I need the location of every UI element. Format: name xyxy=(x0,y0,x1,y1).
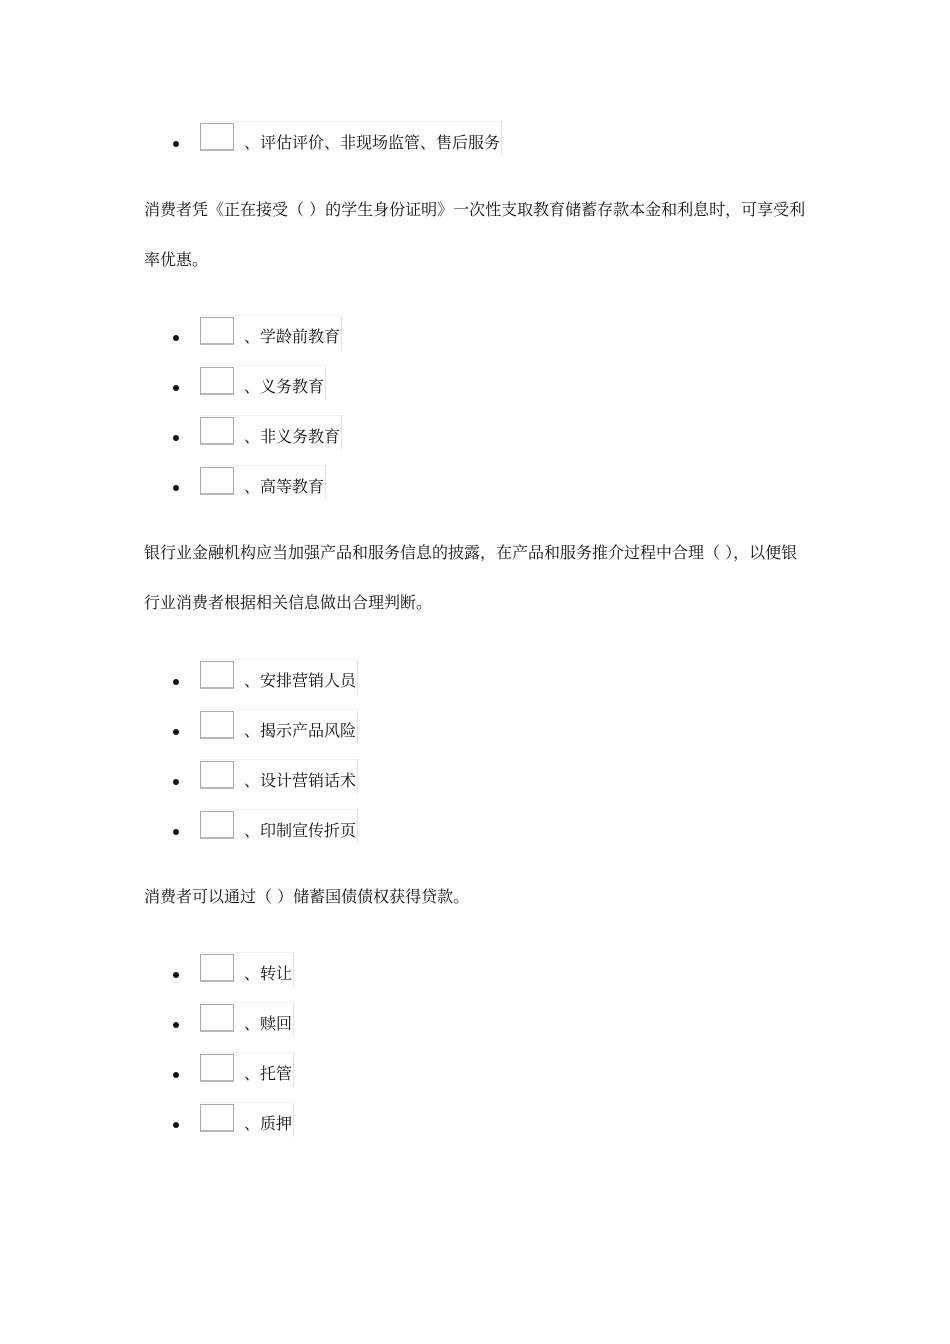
option-frame xyxy=(200,709,358,744)
option-label: 、托管 xyxy=(244,1064,293,1083)
option-label: 、揭示产品风险 xyxy=(244,721,357,740)
option-label: 、安排营销人员 xyxy=(244,671,357,690)
option-item xyxy=(0,413,950,463)
option-label: 、义务教育 xyxy=(244,377,325,396)
option-checkbox[interactable] xyxy=(200,661,234,689)
option-checkbox[interactable] xyxy=(200,123,234,151)
option-frame xyxy=(200,415,342,450)
option-label: 、赎回 xyxy=(244,1014,293,1033)
bullet xyxy=(173,779,179,785)
option-item xyxy=(0,119,950,169)
option-label: 、转让 xyxy=(244,964,293,983)
bullet xyxy=(173,485,179,491)
option-frame xyxy=(200,465,326,500)
bullet xyxy=(173,679,179,685)
option-checkbox[interactable] xyxy=(200,417,234,445)
option-frame xyxy=(200,365,326,400)
bullet xyxy=(173,141,179,147)
option-item xyxy=(0,657,950,707)
option-checkbox[interactable] xyxy=(200,811,234,839)
option-label: 、高等教育 xyxy=(244,477,325,496)
option-checkbox[interactable] xyxy=(200,711,234,739)
question-text: 消费者凭《正在接受（ ）的学生身份证明》一次性支取教育储蓄存款本金和利息时，可享受利率优惠。 xyxy=(144,200,806,269)
option-frame xyxy=(200,759,358,794)
option-label: 、非义务教育 xyxy=(244,427,341,446)
option-item xyxy=(0,707,950,757)
options-list-1 xyxy=(0,313,950,513)
bullet xyxy=(173,1072,179,1078)
bullet xyxy=(173,335,179,341)
question-text: 银行业金融机构应当加强产品和服务信息的披露，在产品和服务推介过程中合理（ ），以便银行业消费者根据相关信息做出合理判断。 xyxy=(144,543,798,612)
option-item xyxy=(0,950,950,1000)
options-list-3 xyxy=(0,950,950,1150)
bullet xyxy=(173,972,179,978)
option-frame xyxy=(200,809,358,844)
option-label: 、质押 xyxy=(244,1114,293,1133)
option-label: 、设计营销话术 xyxy=(244,771,357,790)
option-frame xyxy=(200,659,358,694)
option-item xyxy=(0,1000,950,1050)
option-item xyxy=(0,757,950,807)
option-label: 、学龄前教育 xyxy=(244,327,341,346)
options-list-0 xyxy=(0,119,950,169)
option-checkbox[interactable] xyxy=(200,761,234,789)
bullet xyxy=(173,829,179,835)
option-item xyxy=(0,1050,950,1100)
bullet xyxy=(173,729,179,735)
option-checkbox[interactable] xyxy=(200,317,234,345)
option-item xyxy=(0,1100,950,1150)
option-checkbox[interactable] xyxy=(200,467,234,495)
option-frame xyxy=(200,1102,294,1137)
option-checkbox[interactable] xyxy=(200,1104,234,1132)
option-checkbox[interactable] xyxy=(200,1054,234,1082)
bullet xyxy=(173,385,179,391)
option-frame xyxy=(200,952,294,987)
option-frame xyxy=(200,315,342,350)
option-frame xyxy=(200,121,502,156)
question-text: 消费者可以通过（ ）储蓄国债债权获得贷款。 xyxy=(144,887,470,906)
bullet xyxy=(173,1022,179,1028)
option-label: 、印制宣传折页 xyxy=(244,821,357,840)
option-checkbox[interactable] xyxy=(200,1004,234,1032)
option-item xyxy=(0,463,950,513)
bullet xyxy=(173,1122,179,1128)
option-checkbox[interactable] xyxy=(200,954,234,982)
option-item xyxy=(0,363,950,413)
option-frame xyxy=(200,1052,294,1087)
option-label: 、评估评价、非现场监管、售后服务 xyxy=(244,133,501,152)
options-list-2 xyxy=(0,657,950,857)
option-frame xyxy=(200,1002,294,1037)
bullet xyxy=(173,435,179,441)
option-item xyxy=(0,807,950,857)
option-item xyxy=(0,313,950,363)
option-checkbox[interactable] xyxy=(200,367,234,395)
